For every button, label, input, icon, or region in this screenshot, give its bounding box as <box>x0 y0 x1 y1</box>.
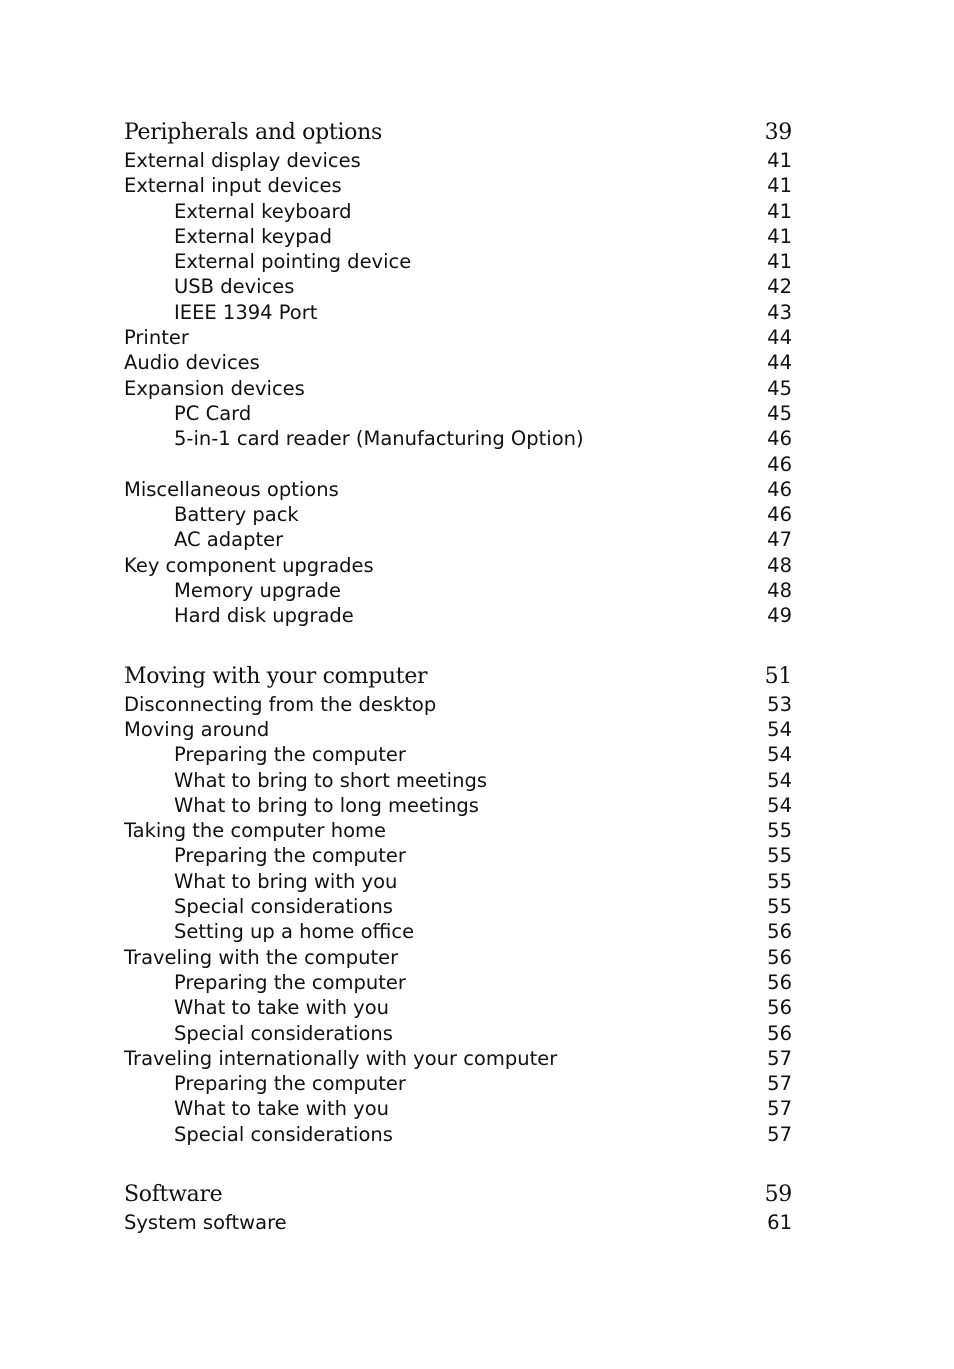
section-heading[interactable] <box>124 662 792 692</box>
entry-page-number: 57 <box>767 1122 792 1146</box>
entry-page-number: 42 <box>767 275 792 299</box>
entry-title: Disconnecting from the desktop <box>124 692 437 716</box>
toc-entry[interactable] <box>124 477 792 502</box>
toc-entry[interactable] <box>124 1046 792 1071</box>
entry-title: Traveling with the computer <box>124 945 399 969</box>
entry-title: Special considerations <box>174 1122 393 1146</box>
entry-title: Moving around <box>124 717 270 741</box>
entry-title: Miscellaneous options <box>124 477 339 501</box>
entry-page-number: 54 <box>767 793 792 817</box>
entry-page-number: 56 <box>767 920 792 944</box>
toc-entry[interactable] <box>124 148 792 173</box>
section-title: Moving with your computer <box>124 663 428 689</box>
toc-entry[interactable] <box>124 553 792 578</box>
entry-title: 5-in-1 card reader (Manufacturing Option) <box>174 427 584 451</box>
entry-page-number: 46 <box>767 427 792 451</box>
toc-subentry[interactable] <box>124 452 792 477</box>
toc-entry[interactable] <box>124 350 792 375</box>
entry-page-number: 49 <box>767 604 792 628</box>
toc-subentry[interactable] <box>124 1122 792 1147</box>
toc-subentry[interactable] <box>124 995 792 1020</box>
toc-subentry[interactable] <box>124 843 792 868</box>
entry-title: Preparing the computer <box>174 844 406 868</box>
entry-page-number: 44 <box>767 351 792 375</box>
toc-subentry[interactable] <box>124 919 792 944</box>
toc-entry[interactable] <box>124 717 792 742</box>
entry-page-number: 55 <box>767 895 792 919</box>
toc-subentry[interactable] <box>124 603 792 628</box>
toc-subentry[interactable] <box>124 578 792 603</box>
toc-section <box>124 118 792 629</box>
entry-title: Printer <box>124 326 189 350</box>
toc-section <box>124 662 792 1147</box>
entry-title: Taking the computer home <box>124 819 387 843</box>
entry-title: What to take with you <box>174 996 389 1020</box>
entry-title: External input devices <box>124 174 342 198</box>
toc-subentry[interactable] <box>124 894 792 919</box>
entry-title: AC adapter <box>174 528 284 552</box>
entry-page-number: 46 <box>767 477 792 501</box>
toc-subentry[interactable] <box>124 199 792 224</box>
section-page-number: 51 <box>764 663 792 689</box>
toc-subentry[interactable] <box>124 793 792 818</box>
section-title: Software <box>124 1181 223 1207</box>
entry-page-number: 54 <box>767 717 792 741</box>
toc-subentry[interactable] <box>124 274 792 299</box>
toc-subentry[interactable] <box>124 1021 792 1046</box>
entry-page-number: 56 <box>767 970 792 994</box>
entry-title: Preparing the computer <box>174 743 406 767</box>
entry-title: Setting up a home office <box>174 920 415 944</box>
toc-entry[interactable] <box>124 945 792 970</box>
entry-title: Preparing the computer <box>174 970 406 994</box>
entry-title: Special considerations <box>174 1021 393 1045</box>
entry-title: Battery pack <box>174 503 299 527</box>
entry-title: External pointing device <box>174 250 412 274</box>
toc-subentry[interactable] <box>124 300 792 325</box>
entry-title: What to take with you <box>174 1097 389 1121</box>
section-page-number: 39 <box>764 120 792 145</box>
section-heading[interactable] <box>124 1180 792 1210</box>
toc-subentry[interactable] <box>124 527 792 552</box>
toc-entry[interactable] <box>124 1210 792 1235</box>
entry-page-number: 54 <box>767 743 792 767</box>
entry-page-number: 55 <box>767 869 792 893</box>
entry-title: Hard disk upgrade <box>174 604 354 628</box>
entry-title: External display devices <box>124 149 361 172</box>
entry-title: IEEE 1394 Port <box>174 300 318 324</box>
toc-entry[interactable] <box>124 818 792 843</box>
entry-title: What to bring to short meetings <box>174 768 487 792</box>
entry-page-number: 45 <box>767 401 792 425</box>
entry-title: Special considerations <box>174 895 393 919</box>
entry-title: Memory upgrade <box>174 579 341 603</box>
entry-page-number: 56 <box>767 1021 792 1045</box>
entry-page-number: 48 <box>767 579 792 603</box>
entry-page-number: 47 <box>767 528 792 552</box>
entry-page-number: 56 <box>767 996 792 1020</box>
entry-page-number: 46 <box>767 503 792 527</box>
toc-subentry[interactable] <box>124 426 792 451</box>
entry-title: Expansion devices <box>124 376 305 400</box>
entry-title: Audio devices <box>124 351 260 375</box>
toc-subentry[interactable] <box>124 742 792 767</box>
entry-title: System software <box>124 1210 287 1234</box>
entry-page-number: 44 <box>767 326 792 350</box>
entry-page-number: 41 <box>767 250 792 274</box>
entry-title: Preparing the computer <box>174 1072 406 1096</box>
toc-section <box>124 1180 792 1235</box>
entry-page-number: 41 <box>767 174 792 198</box>
entry-page-number: 56 <box>767 945 792 969</box>
toc-subentry[interactable] <box>124 1071 792 1096</box>
entry-page-number: 41 <box>767 199 792 223</box>
toc-subentry[interactable] <box>124 1096 792 1121</box>
entry-page-number: 55 <box>767 844 792 868</box>
entry-title: Traveling internationally with your computer <box>124 1046 558 1070</box>
entry-page-number: 61 <box>767 1210 792 1234</box>
toc-entry[interactable] <box>124 325 792 350</box>
entry-page-number: 54 <box>767 768 792 792</box>
table-of-contents <box>124 118 792 1235</box>
toc-subentry[interactable] <box>124 970 792 995</box>
toc-subentry[interactable] <box>124 224 792 249</box>
toc-subentry[interactable] <box>124 869 792 894</box>
entry-page-number: 41 <box>767 149 792 172</box>
entry-page-number: 41 <box>767 224 792 248</box>
entry-page-number: 46 <box>767 452 792 476</box>
entry-title: What to bring to long meetings <box>174 793 479 817</box>
toc-entry[interactable] <box>124 692 792 717</box>
toc-subentry[interactable] <box>124 502 792 527</box>
entry-page-number: 55 <box>767 819 792 843</box>
section-heading[interactable] <box>124 118 792 148</box>
toc-entry[interactable] <box>124 173 792 198</box>
entry-page-number: 43 <box>767 300 792 324</box>
entry-page-number: 57 <box>767 1097 792 1121</box>
entry-title: Key component upgrades <box>124 553 374 577</box>
entry-page-number: 48 <box>767 553 792 577</box>
entry-page-number: 45 <box>767 376 792 400</box>
entry-title: What to bring with you <box>174 869 398 893</box>
toc-subentry[interactable] <box>124 768 792 793</box>
section-title: Peripherals and options <box>124 120 382 145</box>
entry-title: USB devices <box>174 275 295 299</box>
entry-page-number: 53 <box>767 692 792 716</box>
entry-page-number: 57 <box>767 1046 792 1070</box>
toc-subentry[interactable] <box>124 401 792 426</box>
toc-subentry[interactable] <box>124 249 792 274</box>
entry-title: External keypad <box>174 224 332 248</box>
entry-page-number: 57 <box>767 1072 792 1096</box>
section-page-number: 59 <box>764 1181 792 1207</box>
toc-entry[interactable] <box>124 376 792 401</box>
entry-title: PC Card <box>174 401 252 425</box>
entry-title: External keyboard <box>174 199 352 223</box>
